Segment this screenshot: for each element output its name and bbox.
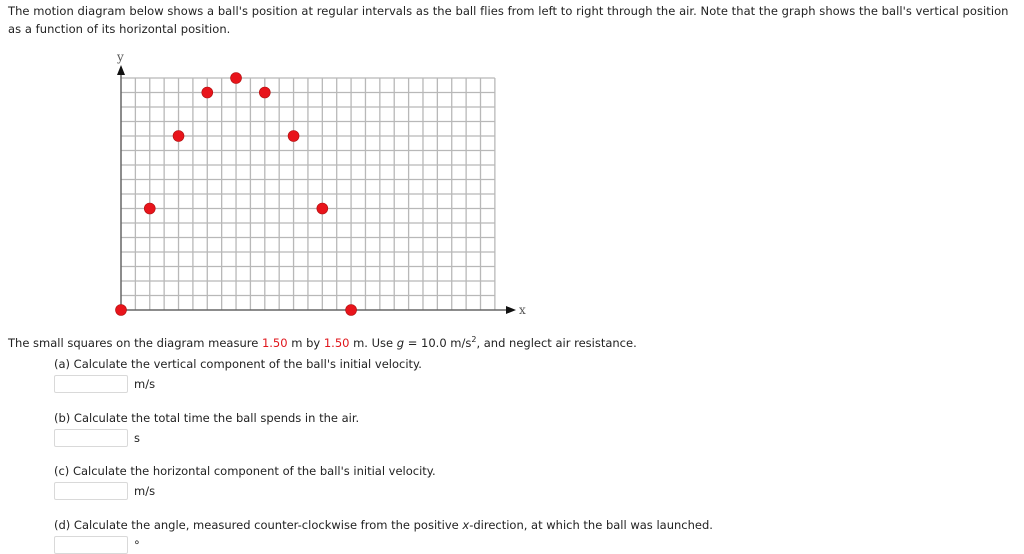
- axes: [116, 50, 526, 317]
- y-axis-label: y: [117, 50, 124, 64]
- ball-marker: [317, 203, 328, 214]
- square-width-value: 1.50: [261, 335, 288, 350]
- part-d-question: (d) Calculate the angle, measured counter-clockwise from the positive x-direction, at which the ball was launched.: [54, 518, 713, 532]
- x-axis-arrow-icon: [506, 306, 516, 314]
- part-c: [54, 463, 436, 500]
- part-d-unit: °: [134, 538, 140, 552]
- motion-diagram: [0, 44, 540, 334]
- grid: [121, 78, 495, 310]
- problem-intro: The motion diagram below shows a ball's position at regular intervals as the ball flies from left to right through the air. Note that the graph shows the ball's vertical position as a function of its horizontal position.: [8, 4, 1009, 36]
- part-b-unit: s: [134, 431, 140, 445]
- ball-marker: [231, 73, 242, 84]
- square-height-value: 1.50: [323, 335, 350, 350]
- part-d-answer-input[interactable]: [54, 536, 128, 554]
- part-b-answer-input[interactable]: [54, 429, 128, 447]
- ball-marker: [144, 203, 155, 214]
- part-b-question: (b) Calculate the total time the ball spends in the air.: [54, 411, 360, 425]
- part-c-question: (c) Calculate the horizontal component of the ball's initial velocity.: [54, 464, 436, 478]
- part-d: [54, 517, 713, 554]
- part-c-answer-input[interactable]: [54, 482, 128, 500]
- part-a: [54, 356, 422, 393]
- ball-marker: [173, 131, 184, 142]
- part-a-question: (a) Calculate the vertical component of the ball's initial velocity.: [54, 357, 422, 371]
- part-b: [54, 410, 359, 447]
- ball-marker: [346, 305, 357, 316]
- part-a-unit: m/s: [134, 377, 156, 391]
- ball-marker: [259, 87, 270, 98]
- given-info: The small squares on the diagram measure 1.50 m by 1.50 m. Use g = 10.0 $m/s^2$, and neglect air resistance.: [8, 335, 637, 350]
- y-axis-arrow-icon: [117, 65, 125, 75]
- ball-marker: [202, 87, 213, 98]
- ball-marker: [288, 131, 299, 142]
- part-c-unit: m/s: [134, 484, 156, 498]
- x-axis-label: x: [519, 303, 526, 317]
- part-a-answer-input[interactable]: [54, 375, 128, 393]
- ball-marker: [116, 305, 127, 316]
